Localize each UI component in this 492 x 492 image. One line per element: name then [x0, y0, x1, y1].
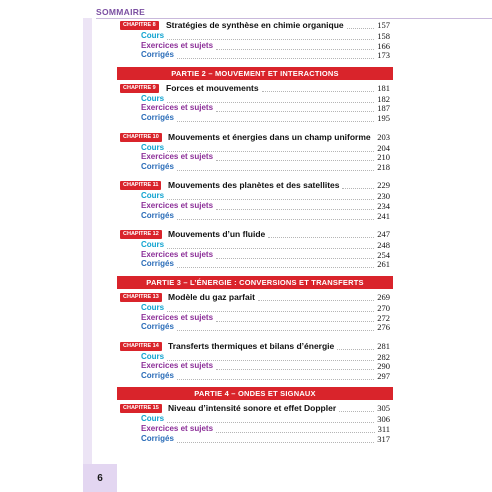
chapter-page: 305: [377, 403, 390, 414]
subsection-row[interactable]: [120, 322, 390, 332]
chapter-title: Mouvements et énergies dans un champ uniforme: [168, 131, 371, 142]
subsection-page: 218: [377, 161, 390, 172]
chapter-row[interactable]: [120, 20, 390, 31]
leader-dots: [177, 267, 374, 268]
chapter-badge: CHAPITRE 15: [120, 404, 162, 413]
subsection-label: Cours: [141, 302, 165, 312]
subsection-page: 290: [377, 361, 390, 372]
chapter-badge: CHAPITRE 8: [120, 21, 159, 30]
subsection-row[interactable]: [120, 414, 390, 424]
subsection-page: 248: [377, 240, 390, 251]
chapter-badge: CHAPITRE 11: [120, 181, 161, 190]
section-header: SOMMAIRE: [96, 7, 146, 17]
subsection-label: Exercices et sujets: [141, 249, 214, 259]
leader-dots: [268, 237, 374, 238]
subsection-row[interactable]: [120, 113, 390, 123]
subsection-label: Cours: [141, 142, 165, 152]
subsection-page: 204: [377, 142, 390, 153]
leader-dots: [177, 170, 374, 171]
subsection-label: Cours: [141, 351, 165, 361]
chapter-badge: CHAPITRE 14: [120, 342, 162, 351]
chapter-title: Forces et mouvements: [166, 82, 259, 93]
page-number: 6: [83, 464, 117, 492]
leader-dots: [258, 300, 374, 301]
subsection-row[interactable]: [120, 250, 390, 260]
subsection-row[interactable]: [120, 211, 390, 221]
subsection-row[interactable]: [120, 41, 390, 51]
leader-dots: [177, 379, 374, 380]
chapter-row[interactable]: [120, 83, 390, 94]
table-of-contents: [120, 20, 390, 443]
chapter-title: Mouvements des planètes et des satellites: [168, 180, 340, 191]
subsection-page: 234: [377, 200, 390, 211]
subsection-page: 270: [377, 302, 390, 313]
subsection-page: 261: [377, 259, 390, 270]
subsection-page: 182: [377, 93, 390, 104]
chapter-row[interactable]: [120, 180, 390, 191]
subsection-label: Corrigés: [141, 433, 174, 443]
chapter-title: Modèle du gaz parfait: [168, 291, 255, 302]
chapter-page: 181: [377, 82, 390, 93]
side-band: [83, 18, 92, 464]
subsection-page: 230: [377, 191, 390, 202]
leader-dots: [342, 188, 374, 189]
chapter-badge: CHAPITRE 13: [120, 293, 162, 302]
subsection-page: 317: [377, 433, 390, 444]
subsection-page: 282: [377, 351, 390, 362]
subsection-label: Cours: [141, 31, 165, 40]
subsection-page: 272: [377, 312, 390, 323]
subsection-row[interactable]: [120, 313, 390, 323]
chapter-title: Transferts thermiques et bilans d’énergie: [168, 340, 335, 351]
subsection-row[interactable]: [120, 50, 390, 60]
chapter-title: Mouvements d’un fluide: [168, 229, 266, 240]
chapter-page: 157: [377, 20, 390, 30]
part-banner: PARTIE 3 – L’ÉNERGIE : CONVERSIONS ET TRANSFERTS: [117, 276, 393, 289]
subsection-row[interactable]: [120, 152, 390, 162]
leader-dots: [177, 330, 374, 331]
subsection-page: 276: [377, 322, 390, 333]
subsection-page: 173: [377, 50, 390, 61]
chapter-page: 281: [377, 340, 390, 351]
subsection-row[interactable]: [120, 162, 390, 172]
chapter-row[interactable]: [120, 403, 390, 414]
subsection-row[interactable]: [120, 303, 390, 313]
subsection-label: Corrigés: [141, 161, 174, 171]
subsection-label: Exercices et sujets: [141, 152, 214, 162]
chapter-page: 229: [377, 180, 390, 191]
chapter-page: 247: [377, 229, 390, 240]
subsection-page: 210: [377, 152, 390, 163]
subsection-row[interactable]: [120, 361, 390, 371]
subsection-label: Corrigés: [141, 210, 174, 220]
subsection-label: Exercices et sujets: [141, 312, 214, 322]
chapter-row[interactable]: [120, 229, 390, 240]
leader-dots: [262, 91, 374, 92]
subsection-row[interactable]: [120, 201, 390, 211]
part-banner: PARTIE 2 – MOUVEMENT ET INTERACTIONS: [117, 67, 393, 80]
subsection-label: Corrigés: [141, 259, 174, 269]
chapter-badge: CHAPITRE 9: [120, 84, 159, 93]
subsection-label: Exercices et sujets: [141, 103, 214, 113]
chapter-page: 203: [377, 131, 390, 142]
subsection-row[interactable]: [120, 240, 390, 250]
leader-dots: [177, 58, 374, 59]
part-banner: PARTIE 4 – ONDES ET SIGNAUX: [117, 387, 393, 400]
subsection-label: Corrigés: [141, 50, 174, 60]
subsection-page: 158: [377, 31, 390, 41]
subsection-label: Corrigés: [141, 322, 174, 332]
subsection-page: 297: [377, 370, 390, 381]
leader-dots: [337, 349, 374, 350]
chapter-page: 269: [377, 291, 390, 302]
subsection-label: Cours: [141, 93, 165, 103]
subsection-row[interactable]: [120, 352, 390, 362]
subsection-row[interactable]: [120, 259, 390, 269]
subsection-page: 254: [377, 249, 390, 260]
chapter-row[interactable]: [120, 292, 390, 303]
chapter-row[interactable]: [120, 341, 390, 352]
leader-dots: [339, 411, 374, 412]
leader-dots: [347, 28, 374, 29]
subsection-row[interactable]: [120, 94, 390, 104]
subsection-page: 311: [377, 424, 390, 435]
header-divider: [96, 18, 492, 19]
subsection-label: Exercices et sujets: [141, 361, 214, 371]
subsection-row[interactable]: [120, 103, 390, 113]
subsection-label: Exercices et sujets: [141, 424, 214, 434]
subsection-label: Cours: [141, 191, 165, 201]
subsection-row[interactable]: [120, 371, 390, 381]
subsection-row[interactable]: [120, 191, 390, 201]
subsection-row[interactable]: [120, 31, 390, 41]
subsection-page: 241: [377, 210, 390, 221]
subsection-page: 306: [377, 414, 390, 425]
chapter-row[interactable]: [120, 132, 390, 143]
leader-dots: [177, 219, 374, 220]
subsection-label: Cours: [141, 240, 165, 250]
subsection-label: Exercices et sujets: [141, 40, 214, 50]
subsection-row[interactable]: [120, 424, 390, 434]
subsection-page: 187: [377, 103, 390, 114]
chapter-title: Stratégies de synthèse en chimie organique: [166, 20, 344, 30]
subsection-row[interactable]: [120, 143, 390, 153]
subsection-label: Exercices et sujets: [141, 200, 214, 210]
subsection-label: Corrigés: [141, 112, 174, 122]
subsection-row[interactable]: [120, 434, 390, 444]
subsection-label: Cours: [141, 414, 165, 424]
subsection-page: 166: [377, 40, 390, 51]
subsection-label: Corrigés: [141, 370, 174, 380]
chapter-badge: CHAPITRE 10: [120, 133, 162, 142]
subsection-page: 195: [377, 112, 390, 123]
chapter-badge: CHAPITRE 12: [120, 230, 162, 239]
leader-dots: [177, 442, 374, 443]
leader-dots: [177, 121, 374, 122]
chapter-title: Niveau d’intensité sonore et effet Doppler: [168, 403, 337, 414]
